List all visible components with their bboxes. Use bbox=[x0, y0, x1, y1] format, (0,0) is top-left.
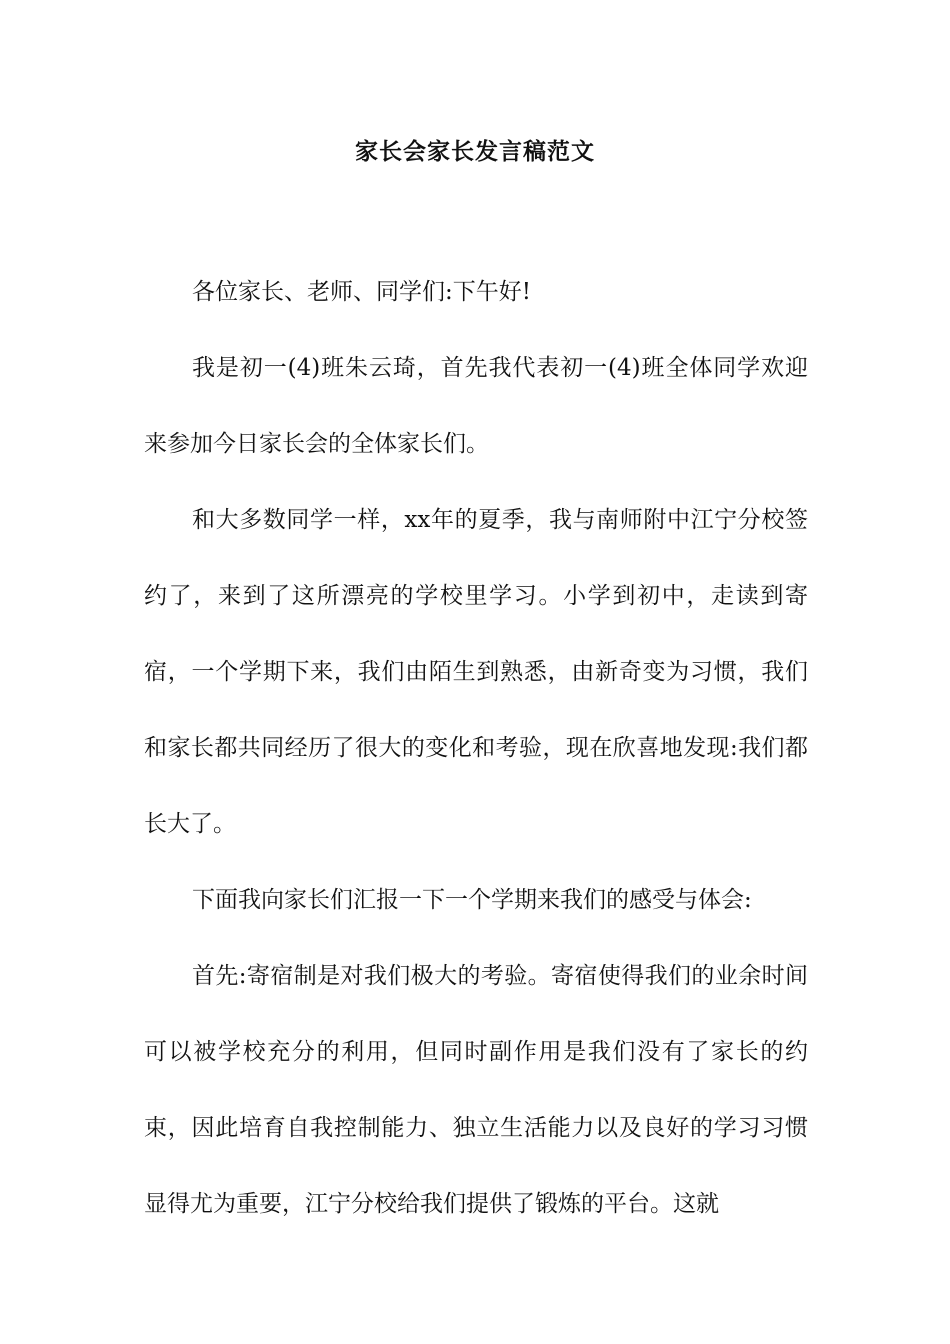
paragraph-experience: 和大多数同学一样，xx年的夏季，我与南师附中江宁分校签约了，来到了这所漂亮的学校里学习。小学到初中，走读到寄宿，一个学期下来，我们由陌生到熟悉，由新奇变为习惯，我们和家长都共同经历了很大的变化和考验，现在欣喜地发现:我们都长大了。 bbox=[144, 507, 808, 837]
document-title: 家长会家长发言稿范文 bbox=[355, 139, 595, 165]
paragraph-report-intro: 下面我向家长们汇报一下一个学期来我们的感受与体会: bbox=[192, 887, 752, 913]
paragraph-greeting: 各位家长、老师、同学们:下午好! bbox=[192, 279, 531, 305]
document-body bbox=[144, 254, 808, 1242]
paragraph-introduction: 我是初一(4)班朱云琦，首先我代表初一(4)班全体同学欢迎来参加今日家长会的全体家长们。 bbox=[144, 355, 808, 457]
paragraph-first-point: 首先:寄宿制是对我们极大的考验。寄宿使得我们的业余时间可以被学校充分的利用，但同时副作用是我们没有了家长的约束，因此培育自我控制能力、独立生活能力以及良好的学习习惯显得尤为重要，江宁分校给我们提供了锻炼的平台。这就 bbox=[144, 963, 808, 1217]
